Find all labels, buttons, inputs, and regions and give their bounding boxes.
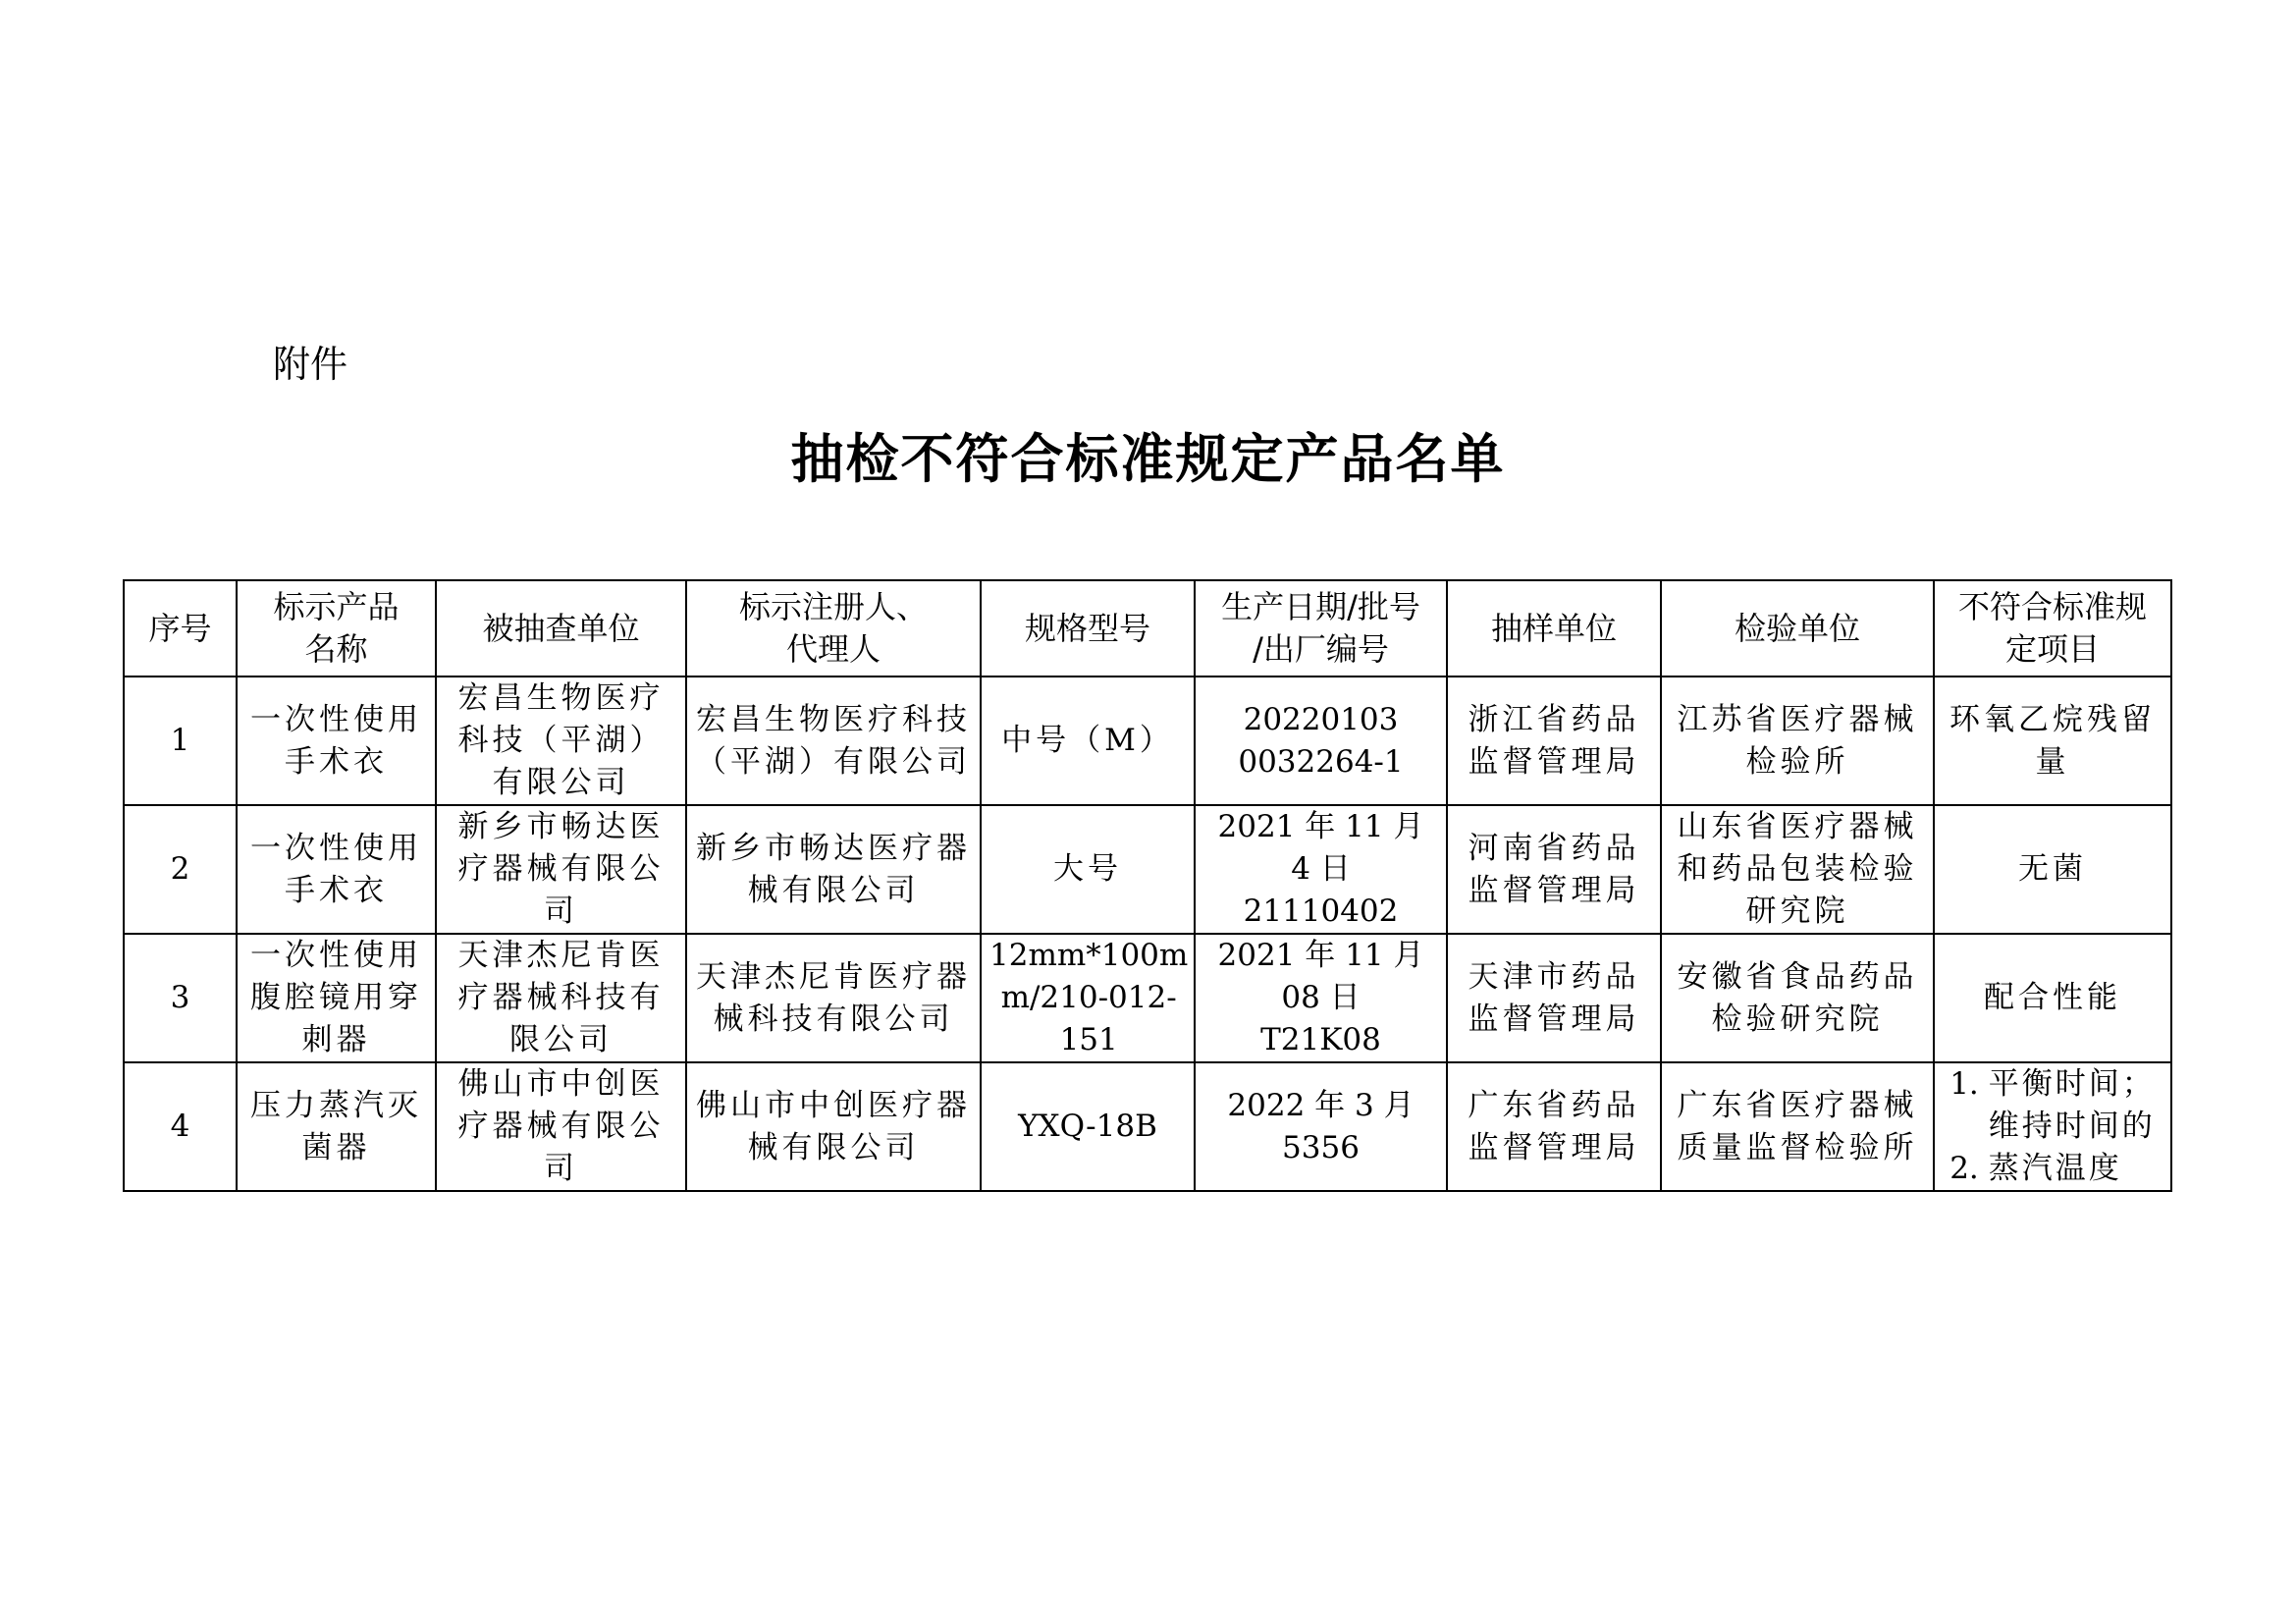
row-sampling-unit: 浙江省药品 监督管理局 (1447, 677, 1661, 805)
header-noncompliant-items: 不符合标准规 定项目 (1934, 580, 2171, 677)
row-registrant: 宏昌生物医疗科技 （平湖）有限公司 (686, 677, 981, 805)
table-row (124, 934, 2171, 1062)
row-noncompliant-items: 配合性能 (1934, 934, 2171, 1062)
row-sampling-unit: 河南省药品 监督管理局 (1447, 805, 1661, 934)
header-testing-unit: 检验单位 (1661, 580, 1934, 677)
row-testing-unit: 山东省医疗器械 和药品包装检验 研究院 (1661, 805, 1934, 934)
header-sampling-unit: 抽样单位 (1447, 580, 1661, 677)
row-product: 压力蒸汽灭 菌器 (237, 1062, 436, 1191)
row-sampling-unit: 广东省药品 监督管理局 (1447, 1062, 1661, 1191)
header-product-name: 标示产品 名称 (237, 580, 436, 677)
row-batch: 20220103 0032264-1 (1195, 677, 1447, 805)
list-item: 1. 平衡时间； (1949, 1066, 2156, 1102)
table-header-row (124, 580, 2171, 677)
header-sampled-unit: 被抽查单位 (436, 580, 686, 677)
list-item: 2.维持时间的 蒸汽温度 (1949, 1109, 2156, 1186)
row-no: 2 (124, 805, 237, 934)
row-registrant: 新乡市畅达医疗器 械有限公司 (686, 805, 981, 934)
table-row (124, 805, 2171, 934)
header-registrant: 标示注册人、 代理人 (686, 580, 981, 677)
table-row (124, 677, 2171, 805)
row-product: 一次性使用 手术衣 (237, 677, 436, 805)
row-registrant: 佛山市中创医疗器 械有限公司 (686, 1062, 981, 1191)
row-no: 3 (124, 934, 237, 1062)
row-testing-unit: 广东省医疗器械 质量监督检验所 (1661, 1062, 1934, 1191)
header-batch: 生产日期/批号 /出厂编号 (1195, 580, 1447, 677)
row-no: 4 (124, 1062, 237, 1191)
row-sampled-unit: 佛山市中创医 疗器械有限公 司 (436, 1062, 686, 1191)
row-model: 12mm*100m m/210-012- 151 (981, 934, 1195, 1062)
row-sampled-unit: 新乡市畅达医 疗器械有限公 司 (436, 805, 686, 934)
row-testing-unit: 安徽省食品药品 检验研究院 (1661, 934, 1934, 1062)
row-testing-unit: 江苏省医疗器械 检验所 (1661, 677, 1934, 805)
document-title: 抽检不符合标准规定产品名单 (790, 428, 1506, 490)
row-batch: 2022 年 3 月 5356 (1195, 1062, 1447, 1191)
row-product: 一次性使用 腹腔镜用穿 刺器 (237, 934, 436, 1062)
row-noncompliant-items: 无菌 (1934, 805, 2171, 934)
row-model: 大号 (981, 805, 1195, 934)
row-sampled-unit: 天津杰尼肯医 疗器械科技有 限公司 (436, 934, 686, 1062)
row-sampling-unit: 天津市药品 监督管理局 (1447, 934, 1661, 1062)
attachment-label: 附件 (273, 343, 348, 386)
row-no: 1 (124, 677, 237, 805)
row-model: YXQ-18B (981, 1062, 1195, 1191)
row-noncompliant-items: 环氧乙烷残留 量 (1934, 677, 2171, 805)
header-no: 序号 (124, 580, 237, 677)
row-sampled-unit: 宏昌生物医疗 科技（平湖） 有限公司 (436, 677, 686, 805)
row-batch: 2021 年 11 月 08 日 T21K08 (1195, 934, 1447, 1062)
row-noncompliant-items (1934, 1062, 2171, 1191)
header-model: 规格型号 (981, 580, 1195, 677)
row-model: 中号（M） (981, 677, 1195, 805)
noncompliant-items-list (1949, 1063, 2156, 1190)
row-product: 一次性使用 手术衣 (237, 805, 436, 934)
row-registrant: 天津杰尼肯医疗器 械科技有限公司 (686, 934, 981, 1062)
row-batch: 2021 年 11 月 4 日 21110402 (1195, 805, 1447, 934)
noncompliant-products-table (123, 579, 2172, 1192)
table-row (124, 1062, 2171, 1191)
